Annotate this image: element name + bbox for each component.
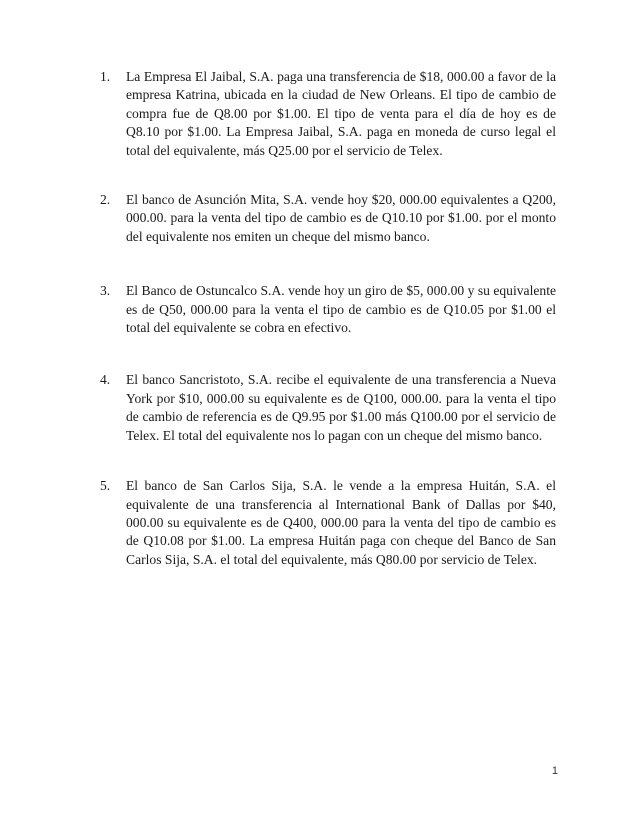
problem-number: 1. [100, 69, 111, 84]
problem-item-5 [100, 477, 556, 569]
problem-number: 3. [100, 283, 111, 299]
problem-text: La Empresa El Jaibal, S.A. paga una transferencia de $18, 000.00 a favor de la empresa Katrina, ubicada en la ciudad de New Orleans. El tipo de cambio de compra fue de Q8.00 por $1.00. El tipo de venta para el día de hoy es de Q8.10 por $1.00. La Empresa Jaibal, S.A. paga en moneda de curso legal el total del equivalente, más Q25.00 por el servicio de Telex. [126, 69, 556, 158]
problem-item-2 [100, 191, 556, 246]
page-number: 1 [551, 765, 558, 777]
problem-list [100, 68, 556, 600]
problem-item-3 [100, 282, 556, 337]
problem-text: El banco de San Carlos Sija, S.A. le vende a la empresa Huitán, S.A. el equivalente de una transferencia al International Bank of Dallas por $40, 000.00 su equivalente es de Q400, 000.00 para la venta del tipo de cambio es de Q10.08 por $1.00. La empresa Huitán paga con cheque del Banco de San Carlos Sija, S.A. el total del equivalente, más Q80.00 por servicio de Telex. [126, 478, 556, 567]
problem-text: El banco de Asunción Mita, S.A. vende hoy $20, 000.00 equivalentes a Q200, 000.00. para la venta del tipo de cambio es de Q10.10 por $1.00. por el monto del equivalente nos emiten un cheque del mismo banco. [126, 192, 556, 244]
problem-number: 2. [100, 192, 111, 208]
problem-text: El banco Sancristoto, S.A. recibe el equivalente de una transferencia a Nueva York por $10, 000.00 su equivalente es de Q100, 000.00. para la venta el tipo de cambio de referencia es de Q9.95 por $1.00 más Q100.00 por el servicio de Telex. El total del equivalente nos lo pagan con un cheque del mismo banco. [126, 372, 556, 443]
problem-text: El Banco de Ostuncalco S.A. vende hoy un giro de $5, 000.00 y su equivalente es de Q50, 000.00 para la venta el tipo de cambio es de Q10.05 por $1.00 el total del equivalente se cobra en efectivo. [126, 283, 556, 336]
problem-item-1 [100, 68, 556, 160]
problem-number: 5. [100, 478, 111, 494]
problem-item-4 [100, 371, 556, 445]
problem-number: 4. [100, 372, 111, 388]
